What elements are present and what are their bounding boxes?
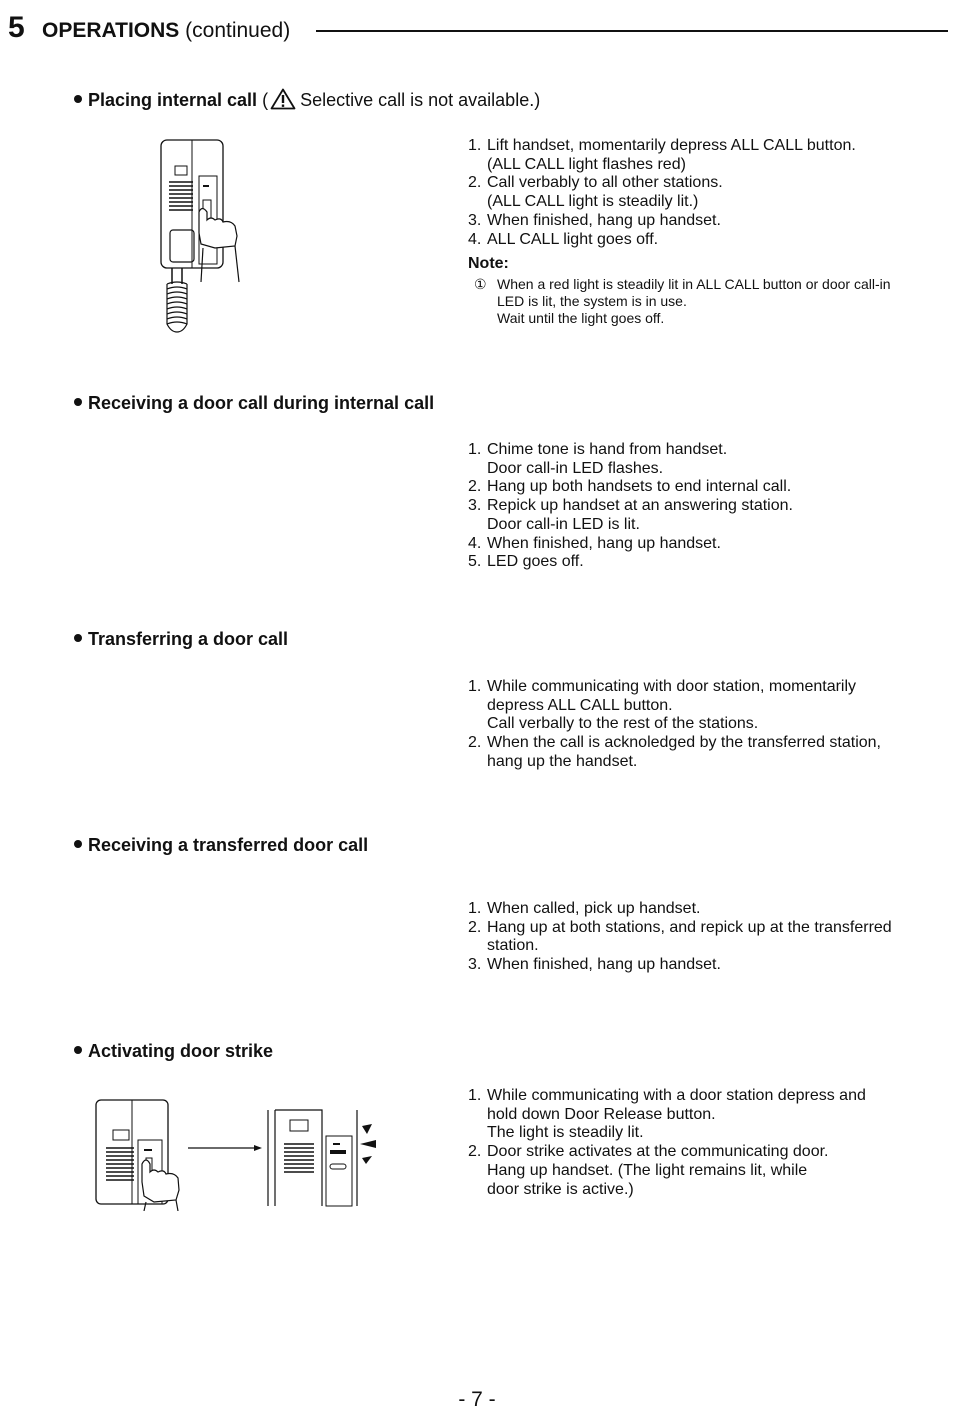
steps-activating-door-strike [468,1087,938,1199]
heading-text: Receiving a transferred door call [88,835,369,855]
heading-text: Receiving a door call during internal call [88,393,435,413]
section-title [42,18,290,44]
step-line: (ALL CALL light flashes red) [487,155,686,173]
step-line: While communicating with a door station depress and [487,1087,866,1104]
steps-receiving-transferred-call [468,900,938,975]
step-line: hold down Door Release button. [487,1105,716,1123]
page-number: - 7 - [458,1388,496,1411]
step-line: Hang up both handsets to end internal call. [487,478,792,496]
step-item [468,900,938,919]
note-body [474,276,934,327]
step-line: Hang up handset. (The light remains lit, while [487,1161,808,1179]
steps-placing-internal-call [468,137,938,249]
note-line: Wait until the light goes off. [497,310,665,326]
step-line: Repick up handset at an answering station. [487,497,793,515]
step-number: 3. [468,211,482,229]
step-item [468,535,938,554]
step-line: Door strike activates at the communicating door. [487,1143,829,1161]
step-line: Hang up at both stations, and repick up at the transferred [487,918,892,936]
note-title: Note: [468,255,509,272]
step-number: 3. [468,956,482,974]
door-release-illustration [92,1096,382,1211]
heading-text: Transferring a door call [88,629,289,649]
step-number: 1. [468,1087,482,1104]
section-title-main: OPERATIONS [42,19,180,42]
step-number: 2. [468,478,482,496]
step-number: 3. [468,497,482,515]
step-line: Lift handset, momentarily depress ALL CALL button. [487,137,856,154]
step-line: Chime tone is hand from handset. [487,441,728,458]
step-number: 1. [468,900,482,917]
step-line: Call verbally to the rest of the stations. [487,715,759,733]
step-item [468,212,938,231]
step-item [468,497,938,534]
step-number: 2. [468,918,482,936]
step-line: door strike is active.) [487,1180,634,1198]
step-number: 4. [468,534,482,552]
heading-transferring-door-call [74,628,288,650]
bullet-icon [74,634,82,642]
note-marker: ① [474,276,487,292]
note-line: LED is lit, the system is in use. [497,293,687,309]
step-line: hang up the handset. [487,752,638,770]
step-line: When finished, hang up handset. [487,534,721,552]
heading-text: Activating door strike [88,1041,274,1061]
step-item [468,956,938,975]
section-title-sub: (continued) [185,19,291,42]
step-number: 5. [468,553,482,571]
bullet-icon [74,1046,82,1054]
heading-receiving-transferred-call [74,834,368,856]
warning-triangle-icon [270,88,296,110]
header-rule [316,30,948,32]
step-line: (ALL CALL light is steadily lit.) [487,193,699,211]
step-number: 4. [468,230,482,248]
step-item [468,1143,938,1199]
step-number: 1. [468,441,482,458]
bullet-icon [74,95,82,103]
step-line: Call verbably to all other stations. [487,174,723,192]
step-line: When called, pick up handset. [487,900,701,917]
step-line: The light is steadily lit. [487,1124,644,1142]
heading-receiving-door-call [74,392,434,414]
step-item [468,231,938,250]
step-line: While communicating with door station, momentarily [487,678,857,695]
steps-transferring-door-call [468,678,938,772]
step-line: LED goes off. [487,553,584,571]
step-line: When finished, hang up handset. [487,211,721,229]
bullet-icon [74,840,82,848]
step-item [468,441,938,478]
paren-open: ( [262,90,269,110]
step-line: depress ALL CALL button. [487,696,673,714]
step-number: 2. [468,734,482,752]
warning-text: Selective call is not available.) [300,90,541,110]
section-header [8,12,948,48]
step-item [468,478,938,497]
heading-activating-door-strike [74,1040,273,1062]
step-line: When the call is acknoledged by the transferred station, [487,734,881,752]
step-number: 1. [468,137,482,154]
step-item [468,734,938,771]
step-line: When finished, hang up handset. [487,956,721,974]
bullet-icon [74,398,82,406]
step-item [468,1087,938,1143]
step-line: Door call-in LED flashes. [487,459,664,477]
step-number: 2. [468,1143,482,1161]
step-item [468,919,938,956]
step-item [468,678,938,734]
step-line: Door call-in LED is lit. [487,515,640,533]
intercom-handset-illustration [155,138,247,334]
step-number: 2. [468,174,482,192]
step-item [468,174,938,211]
step-item [468,553,938,572]
heading-text: Placing internal call [88,90,258,110]
step-line: ALL CALL light goes off. [487,230,659,248]
section-number: 5 [8,11,25,44]
step-number: 1. [468,678,482,695]
step-item [468,137,938,174]
step-line: station. [487,937,539,955]
heading-placing-internal-call [74,89,540,112]
steps-receiving-door-call [468,441,938,572]
note-line: When a red light is steadily lit in ALL CALL button or door call-in [497,276,891,292]
